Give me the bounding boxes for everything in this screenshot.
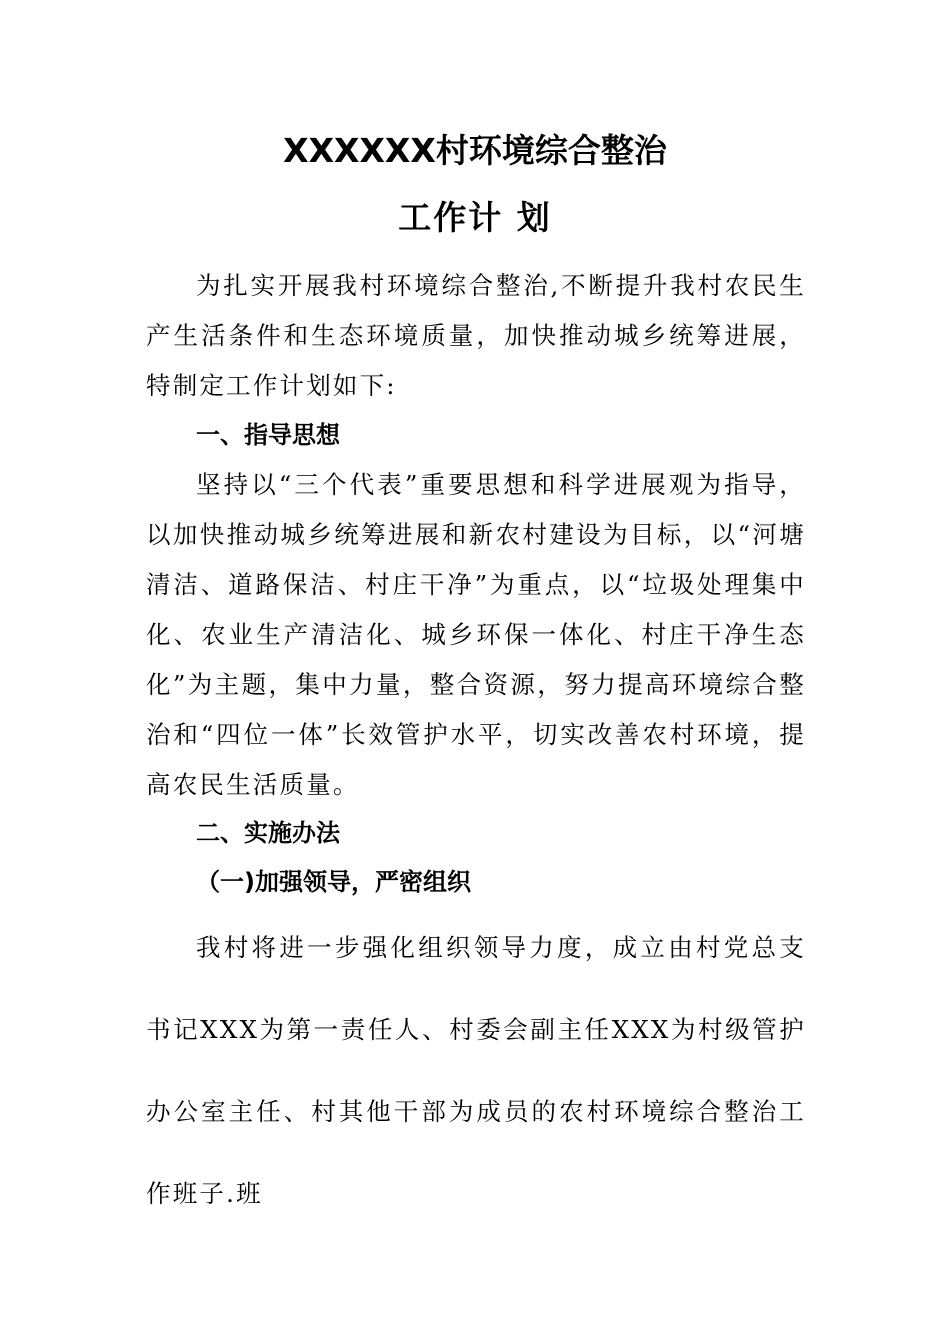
document-title-line-2: 工作计 划 — [398, 198, 552, 237]
section-2-heading: 二、实施办法 — [196, 819, 340, 847]
intro-paragraph: 为扎实开展我村环境综合整治,不断提升我村农民生产生活条件和生态环境质量，加快推动城乡统筹进展，特制定工作计划如下: — [146, 271, 806, 400]
section-1-paragraph: 坚持以“三个代表”重要思想和科学进展观为指导，以加快推动城乡统筹进展和新农村建设为目标，以“河塘清洁、道路保洁、村庄干净”为重点，以“垃圾处理集中化、农业生产清洁化、城乡环保一体化、村庄干净生态化”为主题，集中力量，整合资源，努力提高环境综合整治和“四位一体”长效管护水平，切实改善农村环境，提高农民生活质量。 — [146, 470, 806, 799]
document-title-line-1: XXXXXX村环境综合整治 — [283, 131, 667, 170]
section-1-heading: 一、指导思想 — [196, 421, 340, 449]
section-2-subheading: （一)加强领导，严密组织 — [196, 868, 471, 896]
section-2-paragraph: 我村将进一步强化组织领导力度，成立由村党总支书记XXX为第一责任人、村委会副主任XXX为村级管护办公室主任、村其他干部为成员的农村环境综合整治工作班子.班 — [146, 933, 806, 1208]
